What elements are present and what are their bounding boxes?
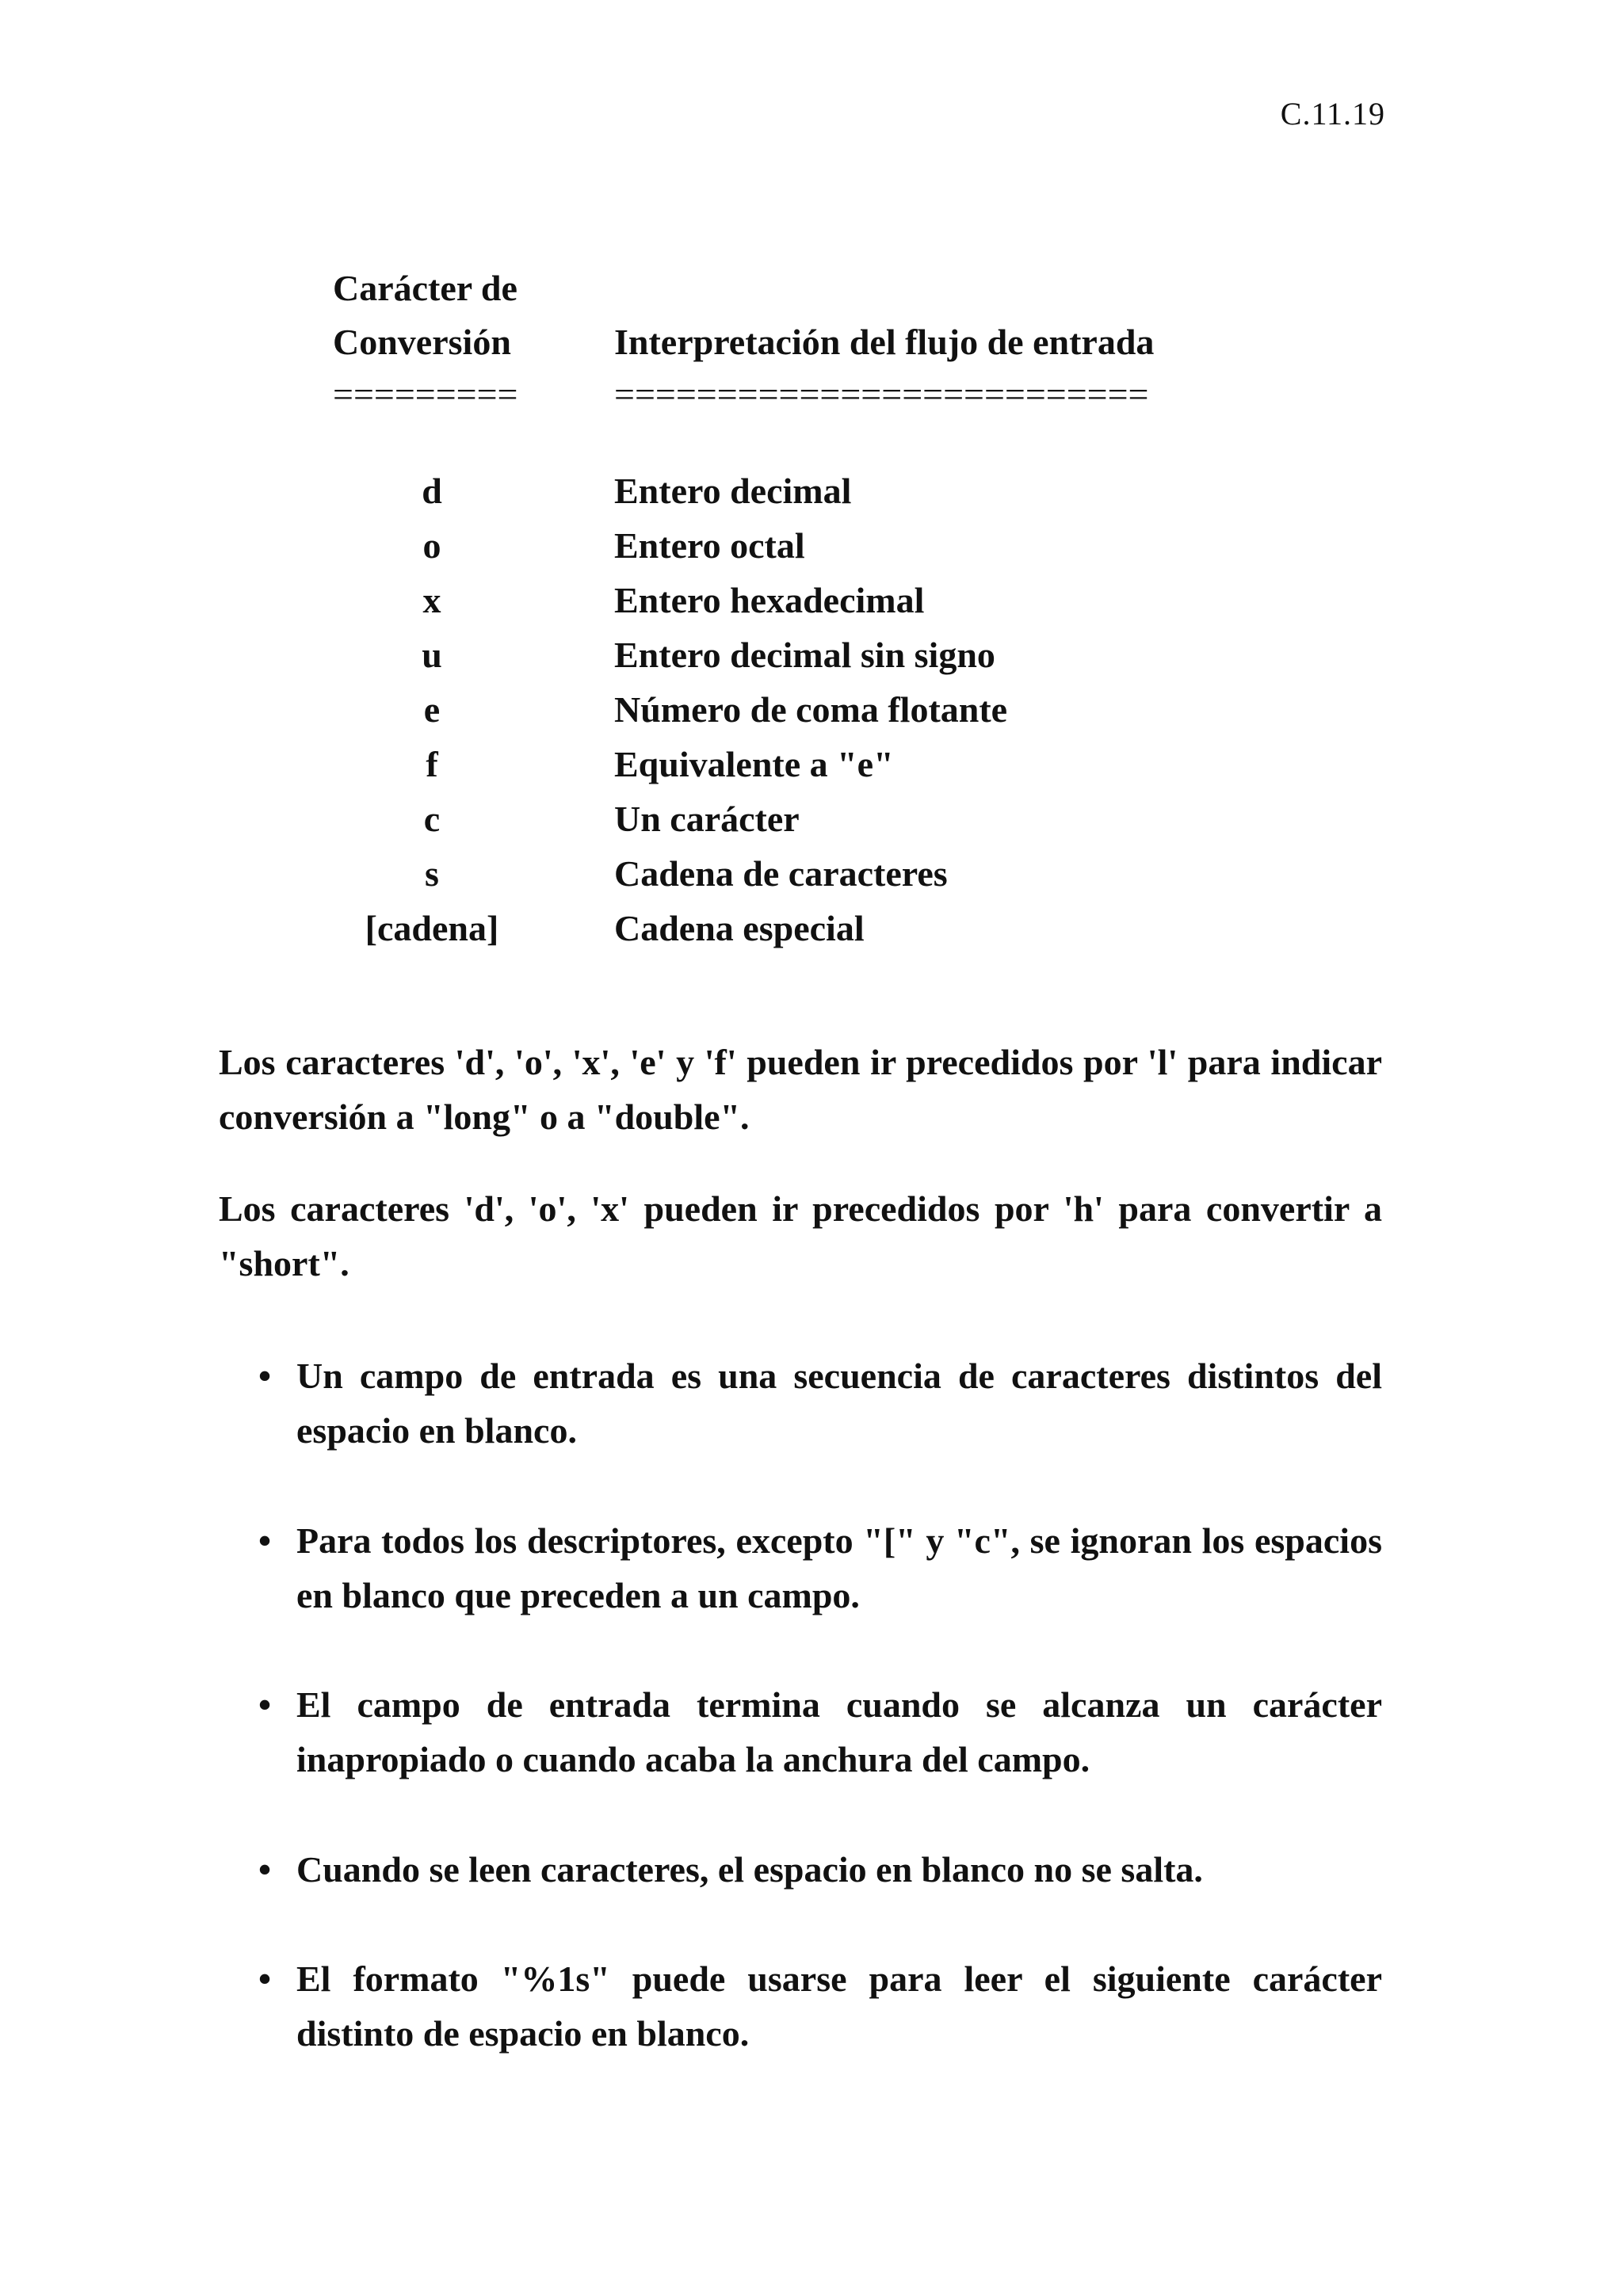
table-row (333, 627, 1363, 682)
table-row (333, 682, 1363, 737)
conversion-description: Entero octal (614, 525, 805, 566)
table-row (333, 791, 1363, 846)
bullet-item (258, 1677, 1382, 1787)
conversion-code: d (422, 471, 442, 511)
bullet-text: Un campo de entrada es una secuencia de caracteres distintos del espacio en blanco. (296, 1356, 1382, 1451)
bullet-icon: • (258, 1520, 272, 1561)
bullet-item (258, 1348, 1382, 1458)
table-row (333, 901, 1363, 955)
bullet-text: Para todos los descriptores, excepto "[" y "c", se ignoran los espacios en blanco que preceden a un campo. (296, 1520, 1382, 1615)
conversion-description: Cadena de caracteres (614, 853, 948, 894)
table-row (333, 518, 1363, 573)
paragraph-long-double: Los caracteres 'd', 'o', 'x', 'e' y 'f' pueden ir precedidos por 'l' para indicar conversión a "long" o a "double". (219, 1042, 1382, 1137)
bullet-item (258, 1951, 1382, 2061)
col1-separator: ========= (333, 374, 518, 414)
col1-header-line1: Carácter de (333, 268, 517, 308)
table-row (333, 463, 1363, 518)
col2-separator: ========================== (614, 374, 1149, 414)
conversion-code: e (423, 689, 441, 730)
conversion-code: u (422, 635, 442, 675)
conversion-code: f (426, 744, 438, 784)
conversion-code: [cadena] (365, 908, 499, 948)
bullet-icon: • (258, 1849, 272, 1890)
table-row (333, 737, 1363, 791)
col2-header: Interpretación del flujo de entrada (614, 322, 1155, 362)
conversion-code: o (422, 525, 441, 566)
conversion-description: Entero hexadecimal (614, 580, 925, 620)
bullet-icon: • (258, 1684, 272, 1725)
bullet-text: El formato "%1s" puede usarse para leer el siguiente carácter distinto de espacio en blanco. (296, 1958, 1382, 2054)
conversion-code: x (422, 580, 441, 620)
conversion-description: Número de coma flotante (614, 689, 1008, 730)
paragraph-short: Los caracteres 'd', 'o', 'x' pueden ir precedidos por 'h' para convertir a "short". (219, 1188, 1382, 1283)
bullet-text: El campo de entrada termina cuando se alcanza un carácter inapropiado o cuando acaba la anchura del campo. (296, 1684, 1382, 1779)
conversion-description: Un carácter (614, 799, 800, 839)
table-row (333, 573, 1363, 627)
conversion-description: Entero decimal (614, 471, 852, 511)
conversion-description: Equivalente a "e" (614, 744, 894, 784)
page-number: C.11.19 (1280, 96, 1385, 132)
bullet-item (258, 1842, 1382, 1897)
col1-header-line2: Conversión (333, 322, 511, 362)
bullet-text: Cuando se leen caracteres, el espacio en blanco no se salta. (296, 1849, 1203, 1890)
bullet-item (258, 1513, 1382, 1623)
bullet-icon: • (258, 1958, 272, 1999)
bullet-icon: • (258, 1356, 272, 1396)
conversion-description: Entero decimal sin signo (614, 635, 995, 675)
conversion-table (333, 463, 1363, 955)
conversion-description: Cadena especial (614, 908, 865, 948)
conversion-code: c (423, 799, 441, 839)
conversion-code: s (425, 853, 439, 894)
table-row (333, 846, 1363, 901)
